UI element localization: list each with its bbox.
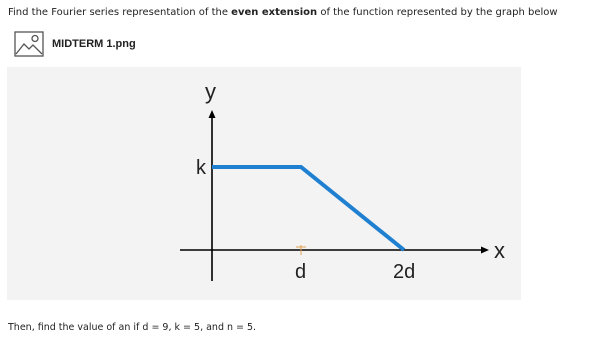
- x-axis-label: x: [494, 238, 505, 263]
- question-emphasis: even extension: [231, 7, 318, 18]
- y-tick-label-k: k: [196, 157, 206, 179]
- followup-text: Then, find the value of an if d = 9, k = 5, and n = 5.: [8, 322, 257, 333]
- question-prefix: Find the Fourier series representation of the: [8, 7, 232, 18]
- y-axis-label: y: [205, 79, 216, 104]
- y-axis-arrowhead: [209, 110, 216, 118]
- attachment-link[interactable]: [14, 31, 136, 57]
- graph-figure: [7, 67, 521, 300]
- graph-svg: [7, 67, 521, 300]
- image-file-icon: [14, 31, 44, 57]
- x-tick-label-2d: 2d: [393, 261, 416, 283]
- question-suffix: of the function represented by the graph below: [317, 7, 558, 18]
- attachment-filename: MIDTERM 1.png: [52, 38, 136, 50]
- x-axis-arrowhead: [481, 247, 489, 254]
- question-text: [8, 6, 588, 19]
- x-tick-label-d: d: [295, 261, 307, 283]
- function-graph-line: [212, 167, 404, 250]
